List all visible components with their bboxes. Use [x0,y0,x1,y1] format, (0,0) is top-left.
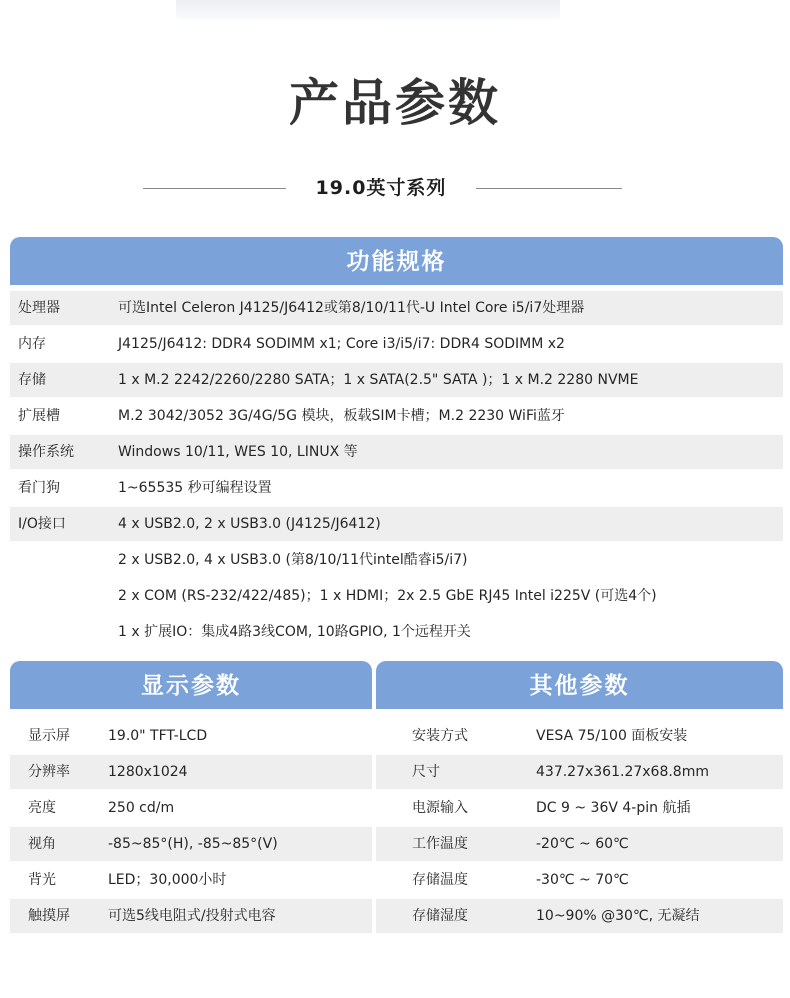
subtitle-divider-right [476,188,622,189]
spec-value: LED；30,000小时 [108,872,227,888]
spec-label: 尺寸 [412,764,440,780]
spec-label: 安装方式 [412,728,468,744]
display-spec-table [10,719,372,935]
spec-value: VESA 75/100 面板安装 [536,728,688,744]
spec-value: 可选Intel Celeron J4125/J6412或第8/10/11代-U Intel Core i5/i7处理器 [118,300,585,316]
spec-value: 437.27x361.27x68.8mm [536,764,709,780]
other-spec-table [376,719,783,935]
spec-label: 看门狗 [18,480,60,496]
spec-row-screen [10,719,372,753]
spec-row-resolution [10,755,372,789]
spec-value: 4 x USB2.0, 2 x USB3.0 (J4125/J6412) [118,516,381,532]
page-title: 产品参数 [289,74,501,132]
function-spec-table [10,291,783,651]
function-section-heading: 功能规格 [10,237,783,285]
series-subtitle: 19.0英寸系列 [315,177,447,199]
spec-row-io-expansion [10,615,783,649]
spec-row-io-usb-core [10,543,783,577]
spec-value: 1280x1024 [108,764,188,780]
spec-value: J4125/J6412: DDR4 SODIMM x1; Core i3/i5/i7: DDR4 SODIMM x2 [118,336,565,352]
spec-row-watchdog [10,471,783,505]
spec-row-storage-humidity [376,899,783,933]
spec-row-operating-temp [376,827,783,861]
spec-row-io [10,507,783,541]
spec-label: 存储 [18,372,46,388]
spec-row-viewing-angle [10,827,372,861]
spec-label: 内存 [18,336,46,352]
spec-label: 存储温度 [412,872,468,888]
spec-label: I/O接口 [18,516,66,532]
top-decorative-bar [176,0,560,22]
spec-label: 处理器 [18,300,60,316]
series-subtitle-block [0,174,790,202]
spec-value: 19.0" TFT-LCD [108,728,208,744]
spec-value: M.2 3042/3052 3G/4G/5G 模块，板载SIM卡槽；M.2 2230 WiFi蓝牙 [118,408,565,424]
spec-value: -30℃ ~ 70℃ [536,872,629,888]
spec-label: 工作温度 [412,836,468,852]
subtitle-divider-left [143,188,286,189]
spec-label: 存储湿度 [412,908,468,924]
spec-row-os [10,435,783,469]
spec-row-dimensions [376,755,783,789]
spec-label: 触摸屏 [28,908,70,924]
spec-row-io-com [10,579,783,613]
spec-value: 250 cd/m [108,800,175,816]
spec-row-processor [10,291,783,325]
spec-row-touchscreen [10,899,372,933]
spec-value: 1 x 扩展IO：集成4路3线COM, 10路GPIO, 1个远程开关 [118,624,471,640]
spec-value: DC 9 ~ 36V 4-pin 航插 [536,800,691,816]
spec-label: 视角 [28,836,56,852]
spec-label: 操作系统 [18,444,74,460]
spec-row-brightness [10,791,372,825]
spec-row-storage-temp [376,863,783,897]
spec-label: 背光 [28,872,56,888]
spec-value: 10~90% @30℃, 无凝结 [536,908,700,924]
other-section-heading: 其他参数 [376,661,783,709]
spec-row-mounting [376,719,783,753]
spec-label: 显示屏 [28,728,70,744]
spec-value: -20℃ ~ 60℃ [536,836,629,852]
spec-value: Windows 10/11, WES 10, LINUX 等 [118,444,358,460]
spec-label: 扩展槽 [18,408,60,424]
display-section-heading: 显示参数 [10,661,372,709]
spec-row-storage [10,363,783,397]
spec-value: -85~85°(H), -85~85°(V) [108,836,278,852]
spec-label: 亮度 [28,800,56,816]
spec-value: 1~65535 秒可编程设置 [118,480,272,496]
spec-label: 分辨率 [28,764,70,780]
spec-label: 电源输入 [412,800,468,816]
spec-value: 可选5线电阻式/投射式电容 [108,908,276,924]
spec-value: 2 x COM (RS-232/422/485)；1 x HDMI；2x 2.5 GbE RJ45 Intel i225V (可选4个) [118,588,657,604]
spec-row-expansion [10,399,783,433]
spec-row-memory [10,327,783,361]
spec-row-power-input [376,791,783,825]
spec-value: 2 x USB2.0, 4 x USB3.0 (第8/10/11代intel酷睿i5/i7) [118,552,468,568]
spec-value: 1 x M.2 2242/2260/2280 SATA；1 x SATA(2.5" SATA )；1 x M.2 2280 NVME [118,372,639,388]
spec-row-backlight [10,863,372,897]
